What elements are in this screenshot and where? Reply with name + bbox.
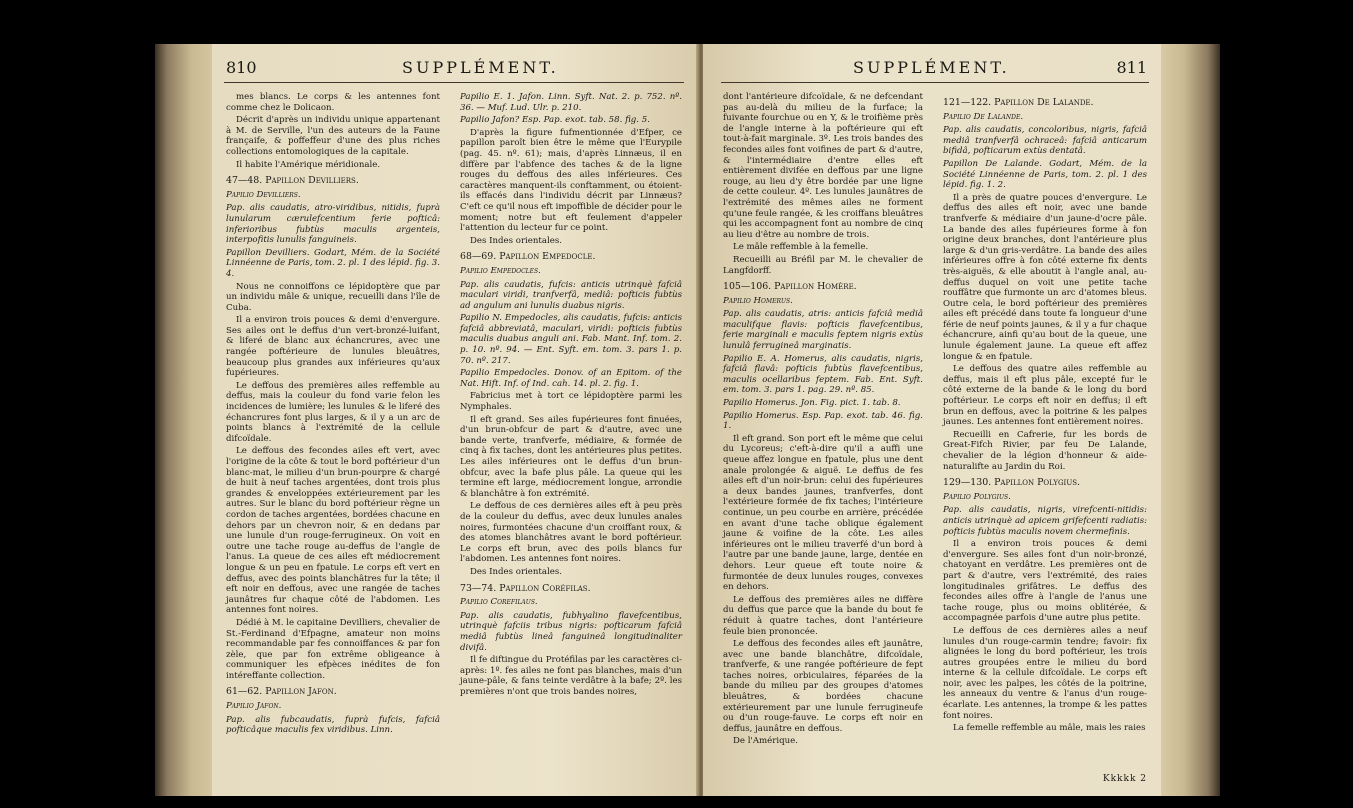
paragraph: Le deffous des fecondes ailes eft jaunâtre, avec une bande blanchâtre, difcoïdale, tranfverfe, & une rangée poftérieure de fept taches noires, orbiculaires, féparées de la bande du milieu par des groupes d'atomes bleuâtres, & bordées chacune extérieurement par une lunule ferrugineufe ou d'un rouge-fauve. Le corps eft noir en deffus, jaunâtre en deffous.	[723, 639, 923, 734]
latin-diagnosis: Pap. alis caudatis, fufcis: anticis utrinquè fafciâ maculari viridi, tranfverfâ, mediâ: pofticis fubtùs ad angulum ani lunulis duabus nigris.	[460, 279, 682, 311]
paragraph: Décrit d'après un individu unique appartenant à M. de Serville, l'un des auteurs de la Faune françaife, & poffeffeur d'une des plus riches collections entomologiques de la capitale.	[226, 115, 440, 157]
paragraph: Il a environ trois pouces & demi d'envergure. Ses ailes ont le deffus d'un vert-bronzé-luifant, & liferé de blanc aux échancrures, avec une rangée poftérieure de lunules bleuâtres, beaucoup plus grandes aux inférieures qu'aux fupérieures.	[226, 315, 440, 379]
paragraph: Recueilli en Cafrerie, fur les bords de Great-Fifch Rivier, par feu De Lalande, chevalier de la légion d'honneur & aide-naturalifte au Jardin du Roi.	[943, 429, 1147, 472]
paragraph: Le deffous des premières ailes reffemble au deffus, mais la couleur du fond varie felon les incidences de lumière; les lunules & le liferé des échancrures font plus larges, & il y a un arc de points blancs à l'extrémité de la cellule difcoïdale.	[226, 380, 440, 444]
entry-heading: 61—62. Papillon Jafon.	[226, 686, 337, 698]
left-head-rule	[224, 82, 684, 83]
species-name: Papilio Corefilaus.	[460, 597, 538, 608]
species-name: Papilio De Lalande.	[943, 111, 1024, 122]
species-name: Papilio Polygius.	[943, 491, 1011, 502]
entry-heading: 68—69. Papillon Empedocle.	[460, 251, 596, 263]
paragraph: Il habite l'Amérique méridionale.	[236, 159, 381, 170]
paragraph: Il fe diftingue du Protéfilas par les caractères ci-après: 1º. fes ailes ne font pas blanches, mais d'un jaune-pâle, & fans teinte verdâtre à la bafe; 2º. les premières n'ont que trois bandes noires,	[460, 655, 682, 697]
paragraph: D'après la figure fufmentionnée d'Efper, ce papillon paroît bien être le même que l'Eurypile (pag. 45. nº. 61); mais, d'après Linnæus, il en diffère par l'abfence des taches & de la ligne rouges du deffous des ailes inférieures. Ces caractères manquent-ils conftamment, ou étoient-ils effacés dans l'individu décrit par Linnæus? C'eft ce qu'il nous eft impoffible de décider pour le moment; notre but eft feulement d'appeler l'attention du lecteur fur ce point.	[460, 127, 682, 234]
book-edge-left	[155, 44, 215, 796]
paragraph: Nous ne connoiffons ce lépidoptère que par un individu mâle & unique, recueilli dans l'île de Cuba.	[226, 281, 440, 313]
latin-diagnosis: Papilio Empedocles. Donov. of an Epitom. of the Nat. Hift. Inf. of Ind. cah. 14. pl. 2. fig. 1.	[460, 368, 682, 389]
entry-heading: 129—130. Papillon Polygius.	[943, 477, 1081, 489]
latin-diagnosis: Papilio Homerus. Esp. Pap. exot. tab. 46. fig. 1.	[723, 410, 923, 432]
latin-diagnosis: Pap. alis caudatis, nigris, virefcenti-nitidis: anticis utrinquè ad apicem grifefcenti radiatis: pofticis fubtùs maculis novem chermefinis.	[943, 505, 1147, 537]
left-running-head: SUPPLÉMENT.	[402, 58, 559, 77]
latin-diagnosis: Pap. alis caudatis, concoloribus, nigris, fafciâ mediâ tranfverfâ ochraceâ: fafciâ anticarum bifidâ, pofticarum extùs dentatâ.	[943, 125, 1147, 157]
paragraph: mes blancs. Le corps & les antennes font comme chez le Dolicaon.	[226, 92, 440, 113]
paragraph: dont l'antérieure difcoïdale, & ne defcendant pas au-delà du milieu de la furface; la fuivante fourchue ou en Y, & le troifième près de l'angle interne à la poftérieure qui eft tout-à-fait marginale. 3º. Les trois bandes des fecondes ailes font voifines de part & d'autre, & l'intermédiaire d'entre elles eft entièrement divifée en deffous par une ligne rouge, au lieu d'y être bordée par une ligne de cette couleur. 4º. Les lunules jaunâtres de l'extrémité des mêmes ailes ne forment qu'une feule rangée, & les croiffans bleuâtres qui les accompagnent font au nombre de cinq au lieu d'être au nombre de trois.	[723, 92, 923, 240]
paragraph: Il eft grand. Ses ailes fupérieures font finuées, d'un brun-obfcur de part & d'autre, avec une bande verte, tranfverfe, médiaire, & formée de cinq à fix taches, dont les antérieures plus petites. Les ailes inférieures ont le deffus d'un brun-obfcur, avec la bafe plus pâle. La queue qui les termine eft large, médiocrement longue, arrondie & blanchâtre à fon extrémité.	[460, 414, 682, 499]
paragraph: Le deffous de ces dernières ailes a neuf lunules d'un rouge-carmin tendre; favoir: fix alignées le long du bord poftérieur, les trois autres groupées entre le milieu du bord interne & la cellule difcoïdale. Le corps eft noir, avec les palpes, les côtés de la poitrine, les anneaux du ventre & l'anus d'un rouge-écarlate. Les antennes, la trompe & les pattes font noires.	[943, 625, 1147, 721]
paragraph: La femelle reffemble au mâle, mais les raies	[953, 723, 1146, 734]
paragraph: Le deffous de ces dernières ailes eft à peu près de la couleur du deffus, avec deux lunules anales noires, furmontées chacune d'un croiffant roux, & des atomes blanchâtres avant le bord poftérieur. Le corps eft brun, avec des poils blancs fur l'abdomen. Les antennes font noires.	[460, 501, 682, 565]
paragraph: Fabricius met à tort ce lépidoptère parmi les Nymphales.	[460, 391, 682, 413]
latin-diagnosis: Pap. alis caudatis, fubhyalino flavefcentibus, utrinquè fafciis tribus nigris: pofticarum fafciâ mediâ fubtùs lineâ fanguineâ longitudinaliter divifâ.	[460, 610, 682, 653]
latin-diagnosis: Papillon De Lalande. Godart, Mém. de la Société Linnéenne de Paris, tom. 2. pl. 1 des lépid. fig. 1. 2.	[943, 158, 1147, 191]
left-column-2	[460, 92, 682, 699]
latin-diagnosis: Papillon Devilliers. Godart, Mém. de la Société Linnéenne de Paris, tom. 2. pl. 1 des lépid. fig. 3. 4.	[226, 247, 440, 279]
latin-diagnosis: Papilio N. Empedocles, alis caudatis, fufcis: anticis fafciâ abbreviatâ, maculari, viridi: pofticis fubtùs maculis duabus anguli ani. Fab. Mant. Inf. tom. 2. p. 10. nº. 94. — Ent. Syft. em. tom. 3. pars 1. p. 70. nº. 217.	[460, 313, 682, 366]
entry-heading: 73—74. Papillon Coréfilas.	[460, 582, 591, 594]
species-name: Papilio Homerus.	[723, 295, 793, 306]
paragraph: Des Indes orientales.	[470, 566, 562, 577]
latin-diagnosis: Papilio Homerus. Jon. Fig. pict. 1. tab. 8.	[723, 398, 901, 409]
latin-diagnosis: Papilio E. A. Homerus, alis caudatis, nigris, fafciâ flavâ: pofticis fubtùs flavefcentibus, maculis ocellaribus feptem. Fab. Ent. Syft. em. tom. 3. pars 1. pag. 29. nº. 85.	[723, 353, 923, 396]
paragraph: Il a près de quatre pouces d'envergure. Le deffus des ailes eft noir, avec une bande tranfverfe & médiaire d'un jaune-d'ocre pâle. La bande des ailes fupérieures forme à fon origine deux branches, dont l'antérieure plus large & d'un gris-verdâtre. La bande des ailes inférieures offre à fon côté externe fix dents très-aiguës, & elle aboutit à l'angle anal, au-deffus duquel on voit une petite tache rouffâtre que furmonte un arc d'atomes bleus. Outre cela, le bord poftérieur des premières ailes eft précédé dans toute fa longueur d'une férie de neuf points jaunes, & il y a fur chaque échancrure, ainfi qu'au bout de la queue, une lunule également jaune. La queue eft affez longue & en fpatule.	[943, 192, 1147, 362]
paragraph: Le deffous des quatre ailes reffemble au deffus, mais il eft plus pâle, excepté fur le côté externe de la bande & le long du bord poftérieur. Le corps eft noir en deffus; il eft brun en deffous, avec la poitrine & les palpes jaunes. Les antennes font entièrement noires.	[943, 364, 1147, 428]
species-name: Papilio Jafon.	[226, 701, 282, 712]
left-folio: 810	[226, 58, 257, 77]
right-column-1	[723, 92, 923, 749]
latin-diagnosis: Pap. alis fubcaudatis, fuprà fufcis, fafciâ pofticâque maculis fex viridibus. Linn.	[226, 714, 440, 736]
left-column-1	[226, 92, 440, 738]
paragraph: Des Indes orientales.	[470, 235, 562, 246]
entry-heading: 47—48. Papillon Devilliers.	[226, 175, 359, 187]
left-page	[212, 44, 699, 796]
paragraph: Il eft grand. Son port eft le même que celui du Lycoreus; c'eft-à-dire qu'il a auffi une queue affez longue en fpatule, plus une dent anale prolongée & aiguë. Le deffus de fes ailes eft d'un noir-brun: celui des fupérieures a deux bandes jaunes, tranfverfes, dont l'extérieure formée de fix taches; l'intérieure continue, un peu courbe en arrière, précédée en avant d'une tache oblique également jaune & voifine de la côte. Les ailes inférieures ont le milieu traverfé d'un bord à l'autre par une bande jaune, large, dentée en dehors. Leur queue eft toute noire & furmontée de deux lunules rouges, convexes en dehors.	[723, 433, 923, 593]
latin-diagnosis: Pap. alis caudatis, atris: anticis fafciâ mediâ maculifque flavis: pofticis flavefcentibus, ferie marginali e maculis feptem nigris extùs lunulâ ferrugineâ marginatis.	[723, 309, 923, 352]
right-column-2	[943, 92, 1147, 736]
paragraph: Il a environ trois pouces & demi d'envergure. Ses ailes font d'un noir-bronzé, chatoyant en verdâtre. Les premières ont de part & d'autre, vers l'extrémité, des raies longitudinales grifâtres. Le deffus des fecondes ailes offre à l'angle de l'anus une tache rouge, plus ou moins oblitérée, & accompagnée parfois d'une autre plus petite.	[943, 539, 1147, 624]
species-name: Papilio Empedocles.	[460, 265, 541, 276]
latin-diagnosis: Pap. alis caudatis, atro-viridibus, nitidis, fuprà lunularum cærulefcentium ferie pofticâ: inferioribus fubtùs maculis argenteis, interpofitis lunulis fanguineis.	[226, 203, 440, 246]
right-folio: 811	[1116, 58, 1147, 77]
book-edge-right	[1160, 44, 1220, 796]
entry-heading: 121—122. Papillon De Lalande.	[943, 97, 1094, 108]
latin-diagnosis: Papilio Jafon? Esp. Pap. exot. tab. 58. fig. 5.	[460, 115, 650, 126]
right-running-head: SUPPLÉMENT.	[853, 58, 1010, 77]
catchword: Kkkkk 2	[1102, 774, 1147, 784]
right-head-rule	[721, 82, 1149, 83]
latin-diagnosis: Papilio E. 1. Jafon. Linn. Syft. Nat. 2. p. 752. nº. 36. — Muf. Lud. Ulr. p. 210.	[460, 92, 682, 113]
paragraph: Le deffous des premières ailes ne diffère du deffus que parce que la bande du bout fe réduit à quatre taches, dont l'antérieure feule bien prononcée.	[723, 594, 923, 637]
paragraph: Le deffous des fecondes ailes eft vert, avec l'origine de la côte & tout le bord poftérieur d'un blanc-mat, le milieu d'un brun-pourpre & chargé de huit à neuf taches argentées, dont trois plus grandes & enveloppées extérieurement par les autres. Sur le blanc du bord poftérieur règne un cordon de taches argentées, bordées chacune en dehors par un chevron noir, & en dedans par une lunule d'un rouge-ferrugineux. On voit en outre une tache rouge au-deffus de l'angle de l'anus. La queue de ces ailes eft médiocrement longue & un peu en fpatule. Le corps eft vert en deffus, avec des points blanchâtres fur la tête; il eft noir en deffous, avec une rangée de taches jaunâtres fur chaque côté de l'abdomen. Les antennes font noires.	[226, 446, 440, 616]
paragraph: Le mâle reffemble à la femelle.	[733, 242, 869, 253]
right-page	[703, 44, 1161, 796]
entry-heading: 105—106. Papillon Homère.	[723, 281, 857, 293]
species-name: Papilio Devilliers.	[226, 189, 301, 200]
paragraph: Recueilli au Bréfil par M. le chevalier de Langfdorff.	[723, 254, 923, 276]
paragraph: De l'Amérique.	[733, 736, 798, 747]
paragraph: Dédié à M. le capitaine Devilliers, chevalier de St.-Ferdinand d'Efpagne, amateur non moins recommandable par fes connoiffances & par fon zèle, que par fon extrême obligeance à communiquer les efpèces inédites de fon intéreffante collection.	[226, 617, 440, 681]
